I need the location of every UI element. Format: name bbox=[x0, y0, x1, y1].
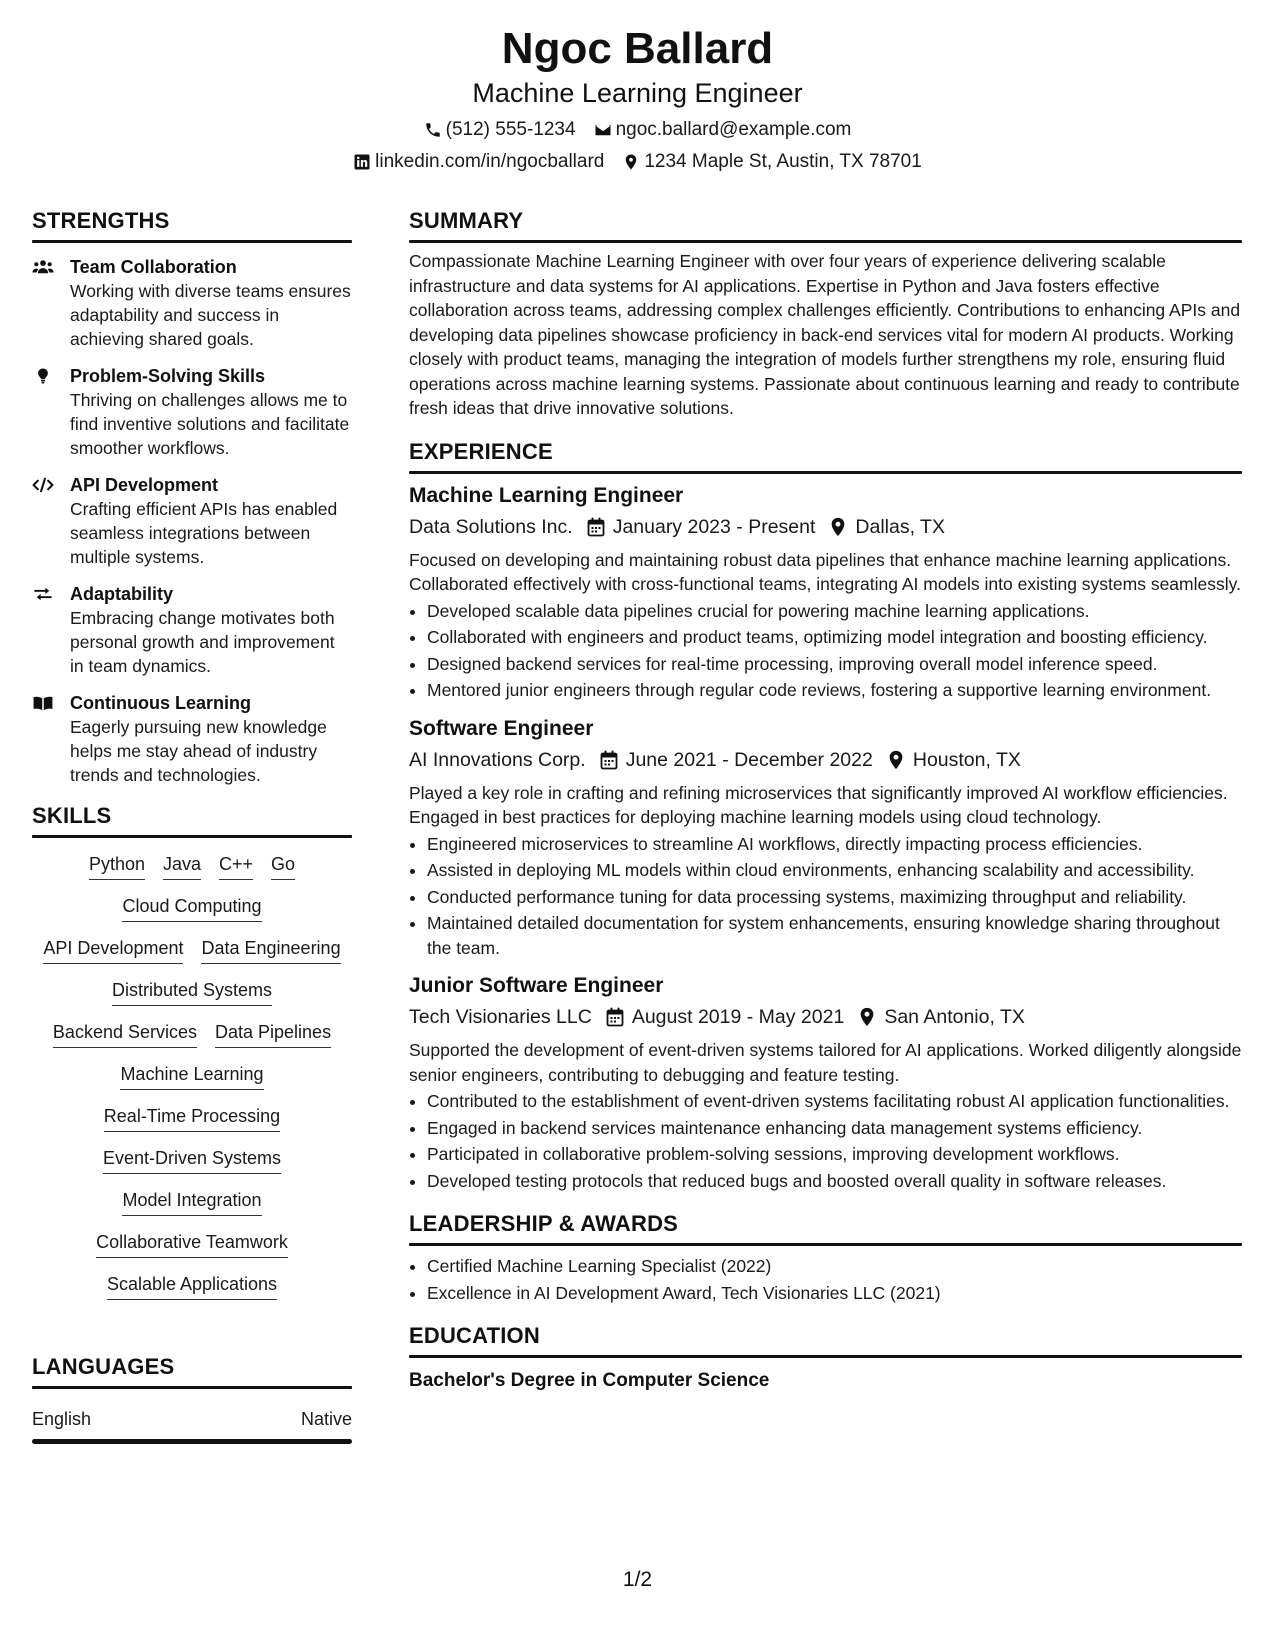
language-name: English bbox=[32, 1409, 92, 1429]
skills-heading: SKILLS bbox=[32, 803, 112, 828]
linkedin-link[interactable]: linkedin.com/in/ngocballard bbox=[375, 151, 605, 172]
strength-title: API Development bbox=[70, 475, 219, 495]
skill-row bbox=[122, 894, 261, 922]
calendar-icon bbox=[587, 517, 605, 537]
map-pin-icon bbox=[858, 1007, 876, 1027]
right-column bbox=[409, 206, 1242, 1394]
summary-section bbox=[409, 206, 1242, 421]
skill-tag: Data Engineering bbox=[201, 936, 340, 964]
skill-tag: Java bbox=[163, 852, 201, 880]
job-title: Software Engineer bbox=[409, 716, 594, 740]
strength-description: Working with diverse teams ensures adaptability and success in achieving shared goals. bbox=[70, 281, 351, 349]
skill-tag: Event-Driven Systems bbox=[103, 1146, 281, 1174]
skill-tag: Cloud Computing bbox=[122, 894, 261, 922]
job-bullet: • Mentored junior engineers through regular code reviews, fostering a supportive learning environment. bbox=[427, 678, 1242, 703]
job-dates: June 2021 - December 2022 bbox=[625, 748, 873, 771]
leadership-heading: LEADERSHIP & AWARDS bbox=[409, 1211, 679, 1236]
resume-header bbox=[0, 22, 1275, 174]
summary-heading: SUMMARY bbox=[409, 208, 524, 233]
map-pin-icon bbox=[887, 750, 905, 770]
job-meta bbox=[409, 745, 1242, 775]
award-item: • Excellence in AI Development Award, Tech Visionaries LLC (2021) bbox=[427, 1281, 1242, 1306]
skill-row bbox=[103, 1146, 281, 1174]
job-company: Data Solutions Inc. bbox=[409, 515, 573, 538]
contact-address bbox=[622, 150, 921, 174]
strength-title: Team Collaboration bbox=[70, 257, 237, 277]
section-divider bbox=[409, 1355, 1242, 1358]
job-bullet: • Assisted in deploying ML models within cloud environments, enhancing scalability and accessibility. bbox=[427, 858, 1242, 883]
skill-tag: Machine Learning bbox=[120, 1062, 263, 1090]
job-description: Focused on developing and maintaining robust data pipelines that enhance machine learning applications. Collaborated effectively with cross-functional teams, integrating AI models into existing systems seamlessly. bbox=[409, 549, 1241, 594]
exchange-icon bbox=[32, 585, 54, 603]
award-list bbox=[409, 1254, 1242, 1305]
leadership-section bbox=[409, 1209, 1242, 1305]
skills-list bbox=[32, 852, 352, 1300]
strength-title: Continuous Learning bbox=[70, 693, 251, 713]
envelope-icon bbox=[594, 121, 612, 139]
contact-linkedin[interactable] bbox=[353, 150, 604, 174]
skill-tag: API Development bbox=[43, 936, 183, 964]
job-company: Tech Visionaries LLC bbox=[409, 1006, 592, 1028]
skill-tag: Scalable Applications bbox=[107, 1272, 277, 1300]
strength-item bbox=[32, 255, 352, 351]
job-dates: August 2019 - May 2021 bbox=[631, 1006, 845, 1028]
education-section bbox=[409, 1321, 1242, 1394]
code-icon bbox=[32, 476, 54, 494]
strength-description: Crafting efficient APIs has enabled seamless integrations between multiple systems. bbox=[70, 499, 338, 567]
job-entry bbox=[409, 482, 1242, 703]
experience-heading: EXPERIENCE bbox=[409, 438, 553, 464]
languages-heading: LANGUAGES bbox=[32, 1354, 175, 1379]
book-icon bbox=[32, 694, 54, 712]
section-divider bbox=[32, 835, 352, 838]
job-company: AI Innovations Corp. bbox=[409, 748, 586, 771]
job-description: Supported the development of event-driven systems tailored for AI applications. Worked diligently alongside senior engineers, contributing to debugging and feature testing. bbox=[409, 1040, 1242, 1085]
section-divider bbox=[409, 1243, 1242, 1246]
strength-title: Problem-Solving Skills bbox=[70, 366, 266, 386]
job-entry bbox=[409, 715, 1242, 961]
map-pin-icon bbox=[829, 517, 847, 537]
candidate-title: Machine Learning Engineer bbox=[472, 78, 803, 108]
skill-row bbox=[96, 1230, 288, 1258]
job-bullet: • Collaborated with engineers and product teams, optimizing model integration and boosting efficiency. bbox=[427, 625, 1242, 650]
skill-tag: Python bbox=[89, 852, 145, 880]
strength-description: Eagerly pursuing new knowledge helps me stay ahead of industry trends and technologies. bbox=[70, 717, 327, 785]
candidate-name: Ngoc Ballard bbox=[501, 24, 774, 73]
skill-row bbox=[43, 936, 340, 964]
address-text: 1234 Maple St, Austin, TX 78701 bbox=[644, 151, 922, 172]
job-meta bbox=[409, 1002, 1242, 1032]
strength-item bbox=[32, 691, 352, 787]
skill-row bbox=[89, 852, 295, 880]
skill-tag: Data Pipelines bbox=[215, 1020, 331, 1048]
degree-title: Bachelor's Degree in Computer Science bbox=[409, 1370, 770, 1391]
job-location: Dallas, TX bbox=[855, 515, 945, 538]
skill-tag: Real-Time Processing bbox=[104, 1104, 280, 1132]
contact-phone bbox=[424, 118, 576, 142]
section-divider bbox=[32, 1386, 352, 1389]
phone-icon bbox=[424, 121, 442, 139]
section-divider bbox=[409, 240, 1242, 243]
education-heading: EDUCATION bbox=[409, 1323, 540, 1348]
skill-tag: Collaborative Teamwork bbox=[96, 1230, 288, 1258]
skill-row bbox=[107, 1272, 277, 1300]
job-bullet: • Engaged in backend services maintenance enhancing data management systems efficiency. bbox=[427, 1116, 1242, 1141]
languages-section bbox=[32, 1352, 352, 1444]
strengths-list bbox=[32, 255, 352, 787]
skill-row bbox=[53, 1020, 331, 1048]
strength-item bbox=[32, 582, 352, 678]
contact-email[interactable] bbox=[594, 118, 852, 142]
strengths-section bbox=[32, 206, 352, 787]
linkedin-icon bbox=[353, 153, 371, 171]
email-link[interactable]: ngoc.ballard@example.com bbox=[615, 119, 852, 140]
language-proficiency-bar bbox=[32, 1439, 352, 1444]
job-bullet: • Engineered microservices to streamline AI workflows, directly impacting process efficiencies. bbox=[427, 832, 1242, 857]
job-title: Junior Software Engineer bbox=[409, 974, 664, 997]
strength-item bbox=[32, 473, 352, 569]
calendar-icon bbox=[600, 750, 618, 770]
job-bullet: • Developed testing protocols that reduced bugs and boosted overall quality in software releases. bbox=[427, 1169, 1242, 1194]
strength-description: Thriving on challenges allows me to find inventive solutions and facilitate smoother workflows. bbox=[70, 390, 350, 458]
award-item: • Certified Machine Learning Specialist (2022) bbox=[427, 1254, 1242, 1279]
lightbulb-icon bbox=[32, 367, 54, 385]
experience-section bbox=[409, 437, 1242, 1194]
job-location: Houston, TX bbox=[912, 748, 1021, 771]
page-number: 1/2 bbox=[622, 1568, 653, 1591]
job-bullet: • Developed scalable data pipelines crucial for powering machine learning applications. bbox=[427, 599, 1242, 624]
skill-tag: Go bbox=[271, 852, 295, 880]
left-column bbox=[32, 206, 352, 1444]
job-bullet: • Designed backend services for real-time processing, improving overall model inference speed. bbox=[427, 652, 1242, 677]
calendar-icon bbox=[606, 1007, 624, 1027]
job-bullets bbox=[409, 599, 1242, 703]
job-bullets bbox=[409, 1089, 1242, 1193]
job-title: Machine Learning Engineer bbox=[409, 483, 684, 507]
summary-text: Compassionate Machine Learning Engineer with over four years of experience delivering scalable infrastructure and data systems for AI applications. Expertise in Python and Java fosters effective collaboration across teams, addressing complex challenges efficiently. Contributions to enhancing APIs and developing data pipelines showcase proficiency in back-end services vital for modern AI products. Working closely with product teams, managing the integration of models further strengthens my role, ensuring fluid operations across machine learning systems. Passionate about continuous learning and ready to contribute fresh ideas that drive innovative solutions. bbox=[409, 251, 1241, 418]
job-description: Played a key role in crafting and refining microservices that significantly improved AI workflow efficiencies. Engaged in best practices for deploying machine learning models using cloud technology. bbox=[409, 782, 1228, 827]
skill-row bbox=[122, 1188, 261, 1216]
strength-item bbox=[32, 364, 352, 460]
skill-row bbox=[104, 1104, 280, 1132]
skill-tag: Backend Services bbox=[53, 1020, 197, 1048]
job-bullet: • Conducted performance tuning for data processing systems, maximizing throughput and reliability. bbox=[427, 885, 1242, 910]
skills-section bbox=[32, 801, 352, 1300]
job-bullet: • Maintained detailed documentation for system enhancements, ensuring knowledge sharing throughout the team. bbox=[427, 911, 1242, 960]
job-bullet: • Contributed to the establishment of event-driven systems facilitating robust AI application functionalities. bbox=[427, 1089, 1242, 1114]
map-pin-icon bbox=[622, 153, 640, 171]
job-bullets bbox=[409, 832, 1242, 961]
skill-row bbox=[120, 1062, 263, 1090]
language-level: Native bbox=[300, 1409, 352, 1429]
section-divider bbox=[409, 471, 1242, 474]
phone-text: (512) 555-1234 bbox=[445, 119, 576, 140]
job-bullet: • Participated in collaborative problem-solving sessions, improving development workflows. bbox=[427, 1142, 1242, 1167]
section-divider bbox=[32, 240, 352, 243]
contact-row-1 bbox=[0, 118, 1275, 142]
skill-tag: Model Integration bbox=[122, 1188, 261, 1216]
language-item bbox=[32, 1407, 352, 1431]
strengths-heading: STRENGTHS bbox=[32, 208, 170, 233]
skill-row bbox=[112, 978, 272, 1006]
job-entry bbox=[409, 972, 1242, 1193]
skill-tag: Distributed Systems bbox=[112, 978, 272, 1006]
job-dates: January 2023 - Present bbox=[612, 515, 816, 538]
contact-row-2 bbox=[0, 150, 1275, 174]
job-meta bbox=[409, 512, 1242, 542]
skill-tag: C++ bbox=[219, 852, 253, 880]
job-location: San Antonio, TX bbox=[884, 1006, 1025, 1028]
strength-description: Embracing change motivates both personal growth and improvement in team dynamics. bbox=[70, 608, 335, 676]
users-icon bbox=[32, 258, 54, 276]
strength-title: Adaptability bbox=[70, 584, 174, 604]
